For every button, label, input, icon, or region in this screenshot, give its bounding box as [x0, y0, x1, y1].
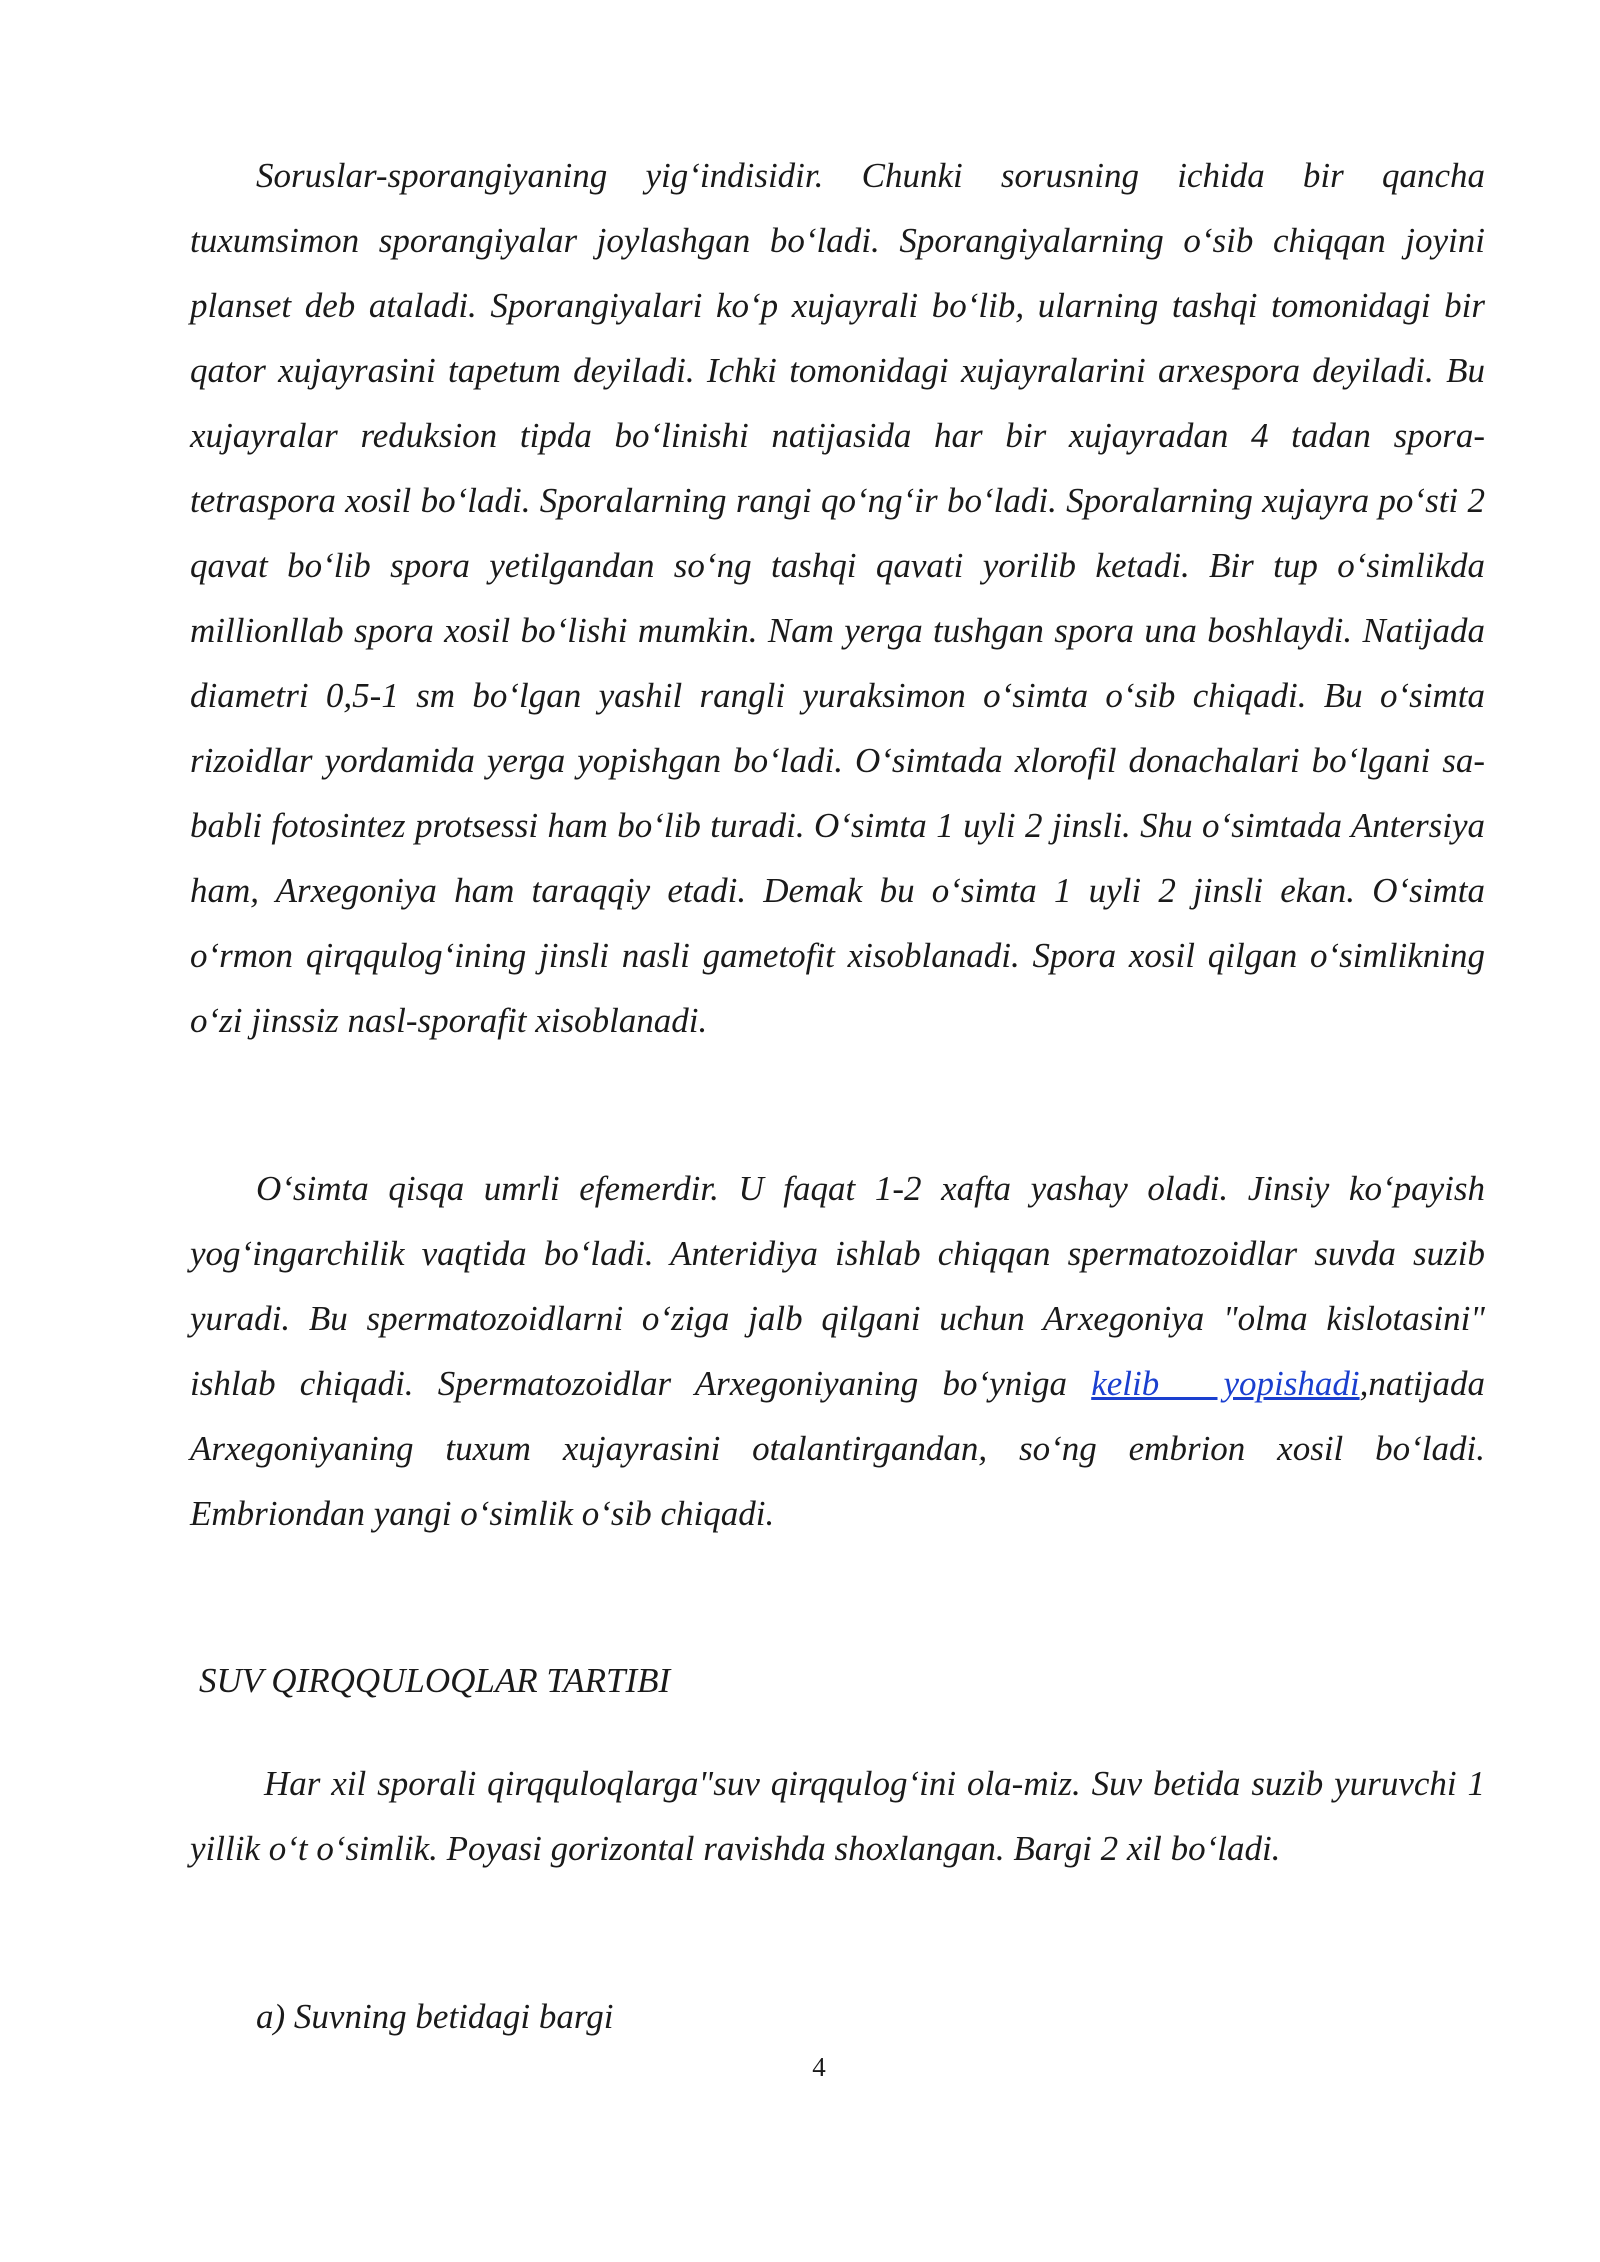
- page-number: 4: [812, 2052, 826, 2082]
- paragraph-soruslar: [190, 143, 1485, 1053]
- paragraph-text: Soruslar-sporangiyaning yig‘indisidir. Chunki sorusning ichida bir qancha tuxumsimon sporangiyalar joylashgan bo‘ladi. Sporangiyalarning o‘sib chiqqan joyini planset deb ataladi. Sporangiyalari ko‘p xujayrali bo‘lib, ularning tashqi tomonidagi bir qator xujayrasini tapetum deyiladi. Ichki tomonidagi xujayralarini arxespora deyiladi. Bu xujayralar reduksion tipda bo‘linishi natijasida har bir xujayradan 4 tadan spora-tetraspora xosil bo‘ladi. Sporalarning rangi qo‘ng‘ir bo‘ladi. Sporalarning xujayra po‘sti 2 qavat bo‘lib spora yetilgandan so‘ng tashqi qavati yorilib ketadi. Bir tup o‘simlikda millionllab spora xosil bo‘lishi mumkin. Nam yerga tushgan spora una boshlaydi. Natijada diametri 0,5-1 sm bo‘lgan yashil rangli yuraksimon o‘simta o‘sib chiqadi. Bu o‘simta rizoidlar yordamida yerga yopishgan bo‘ladi. O‘simtada xlorofil donachalari bo‘lgani sababli fotosintez protsessi ham bo‘lib turadi. O‘simta 1 uyli 2 jinsli. Shu o‘simtada Antersiya ham, Arxegoniya ham taraqqiy etadi. Demak bu o‘simta 1 uyli 2 jinsli ekan. O‘simta o‘rmon qirqqulog‘ining jinsli nasli gametofit xisoblanadi. Spora xosil qilgan o‘simlikning o‘zi jinssiz nasl-sporafit xisoblanadi.: [190, 156, 1485, 1040]
- paragraph-text: [190, 1156, 1485, 1546]
- paragraph-text-end: ,natijada Arxegoniyaning tuxum xujayrasini otalantirgandan, so‘ng embrion xosil bo‘ladi. Embriondan yangi o‘simlik o‘sib chiqadi.: [190, 1364, 1486, 1533]
- paragraph-text-start: O‘simta qisqa umrli efemerdir. U faqat 1-2 xafta yashay oladi. Jinsiy ko‘payish yog‘ingarchilik vaqtida bo‘ladi. Anteridiya ishlab chiqqan spermatozoidlar suvda suzib yuradi. Bu spermatozoidlarni o‘ziga jalb qilgani uchun Arxegoniya "olma kislotasini" ishlab chiqadi. Spermatozoidlar Arxegoniyaning bo‘yniga: [190, 1169, 1485, 1403]
- paragraph-suv-qirqquloq: [190, 1751, 1485, 1881]
- paragraph-osimta: [190, 1156, 1485, 1546]
- section-heading: SUV QIRQQULOQLAR TARTIBI: [199, 1661, 671, 1700]
- hyperlink-kelib-yopishadi[interactable]: kelib yopishadi: [1091, 1364, 1360, 1403]
- paragraph-text: Har xil sporali qirqquloqlarga"suv qirqqulog‘ini ola-miz. Suv betida suzib yuruvchi 1 yillik o‘t o‘simlik. Poyasi gorizontal ravishda shoxlangan. Bargi 2 xil bo‘ladi.: [190, 1764, 1485, 1868]
- list-item-a: a) Suvning betidagi bargi: [256, 1997, 614, 2036]
